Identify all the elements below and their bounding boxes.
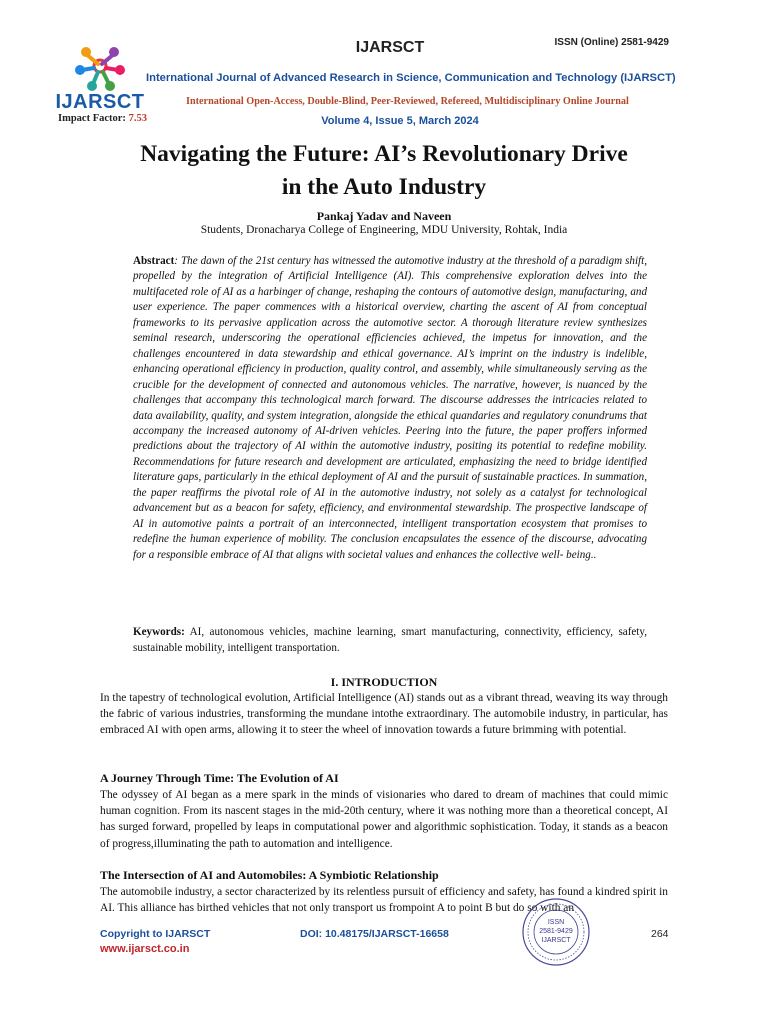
paper-title (80, 138, 688, 204)
evolution-paragraph: The odyssey of AI began as a mere spark in the minds of visionaries who dared to dream of machines that could mimic human cognition. From its nascent stages in the mid-20th century, where it was nothing more than a theoretical concept, AI has surged forward, propelled by leaps in computational power and algorithmic sophistication. Today, it stands as a beacon of progress,illuminating the path to automation and intelligence. (100, 789, 668, 850)
stamp-text-number: 2581-9429 (539, 928, 573, 935)
keywords-text: AI, autonomous vehicles, machine learning, smart manufacturing, connectivity, efficiency, safety, sustainable mobility, intelligent transportation. (133, 626, 647, 654)
journal-full-name: International Journal of Advanced Research in Science, Communication and Technology (IJARSCT) (146, 72, 676, 84)
footer-doi: DOI: 10.48175/IJARSCT-16658 (300, 928, 449, 940)
logo-text: IJARSCT (55, 91, 145, 113)
logo-icon (54, 40, 146, 96)
volume-issue: Volume 4, Issue 5, March 2024 (321, 115, 479, 127)
paper-title-line-2: in the Auto Industry (281, 174, 487, 200)
abstract-label: Abstract (133, 255, 175, 267)
intersection-paragraph: The automobile industry, a sector characterized by its relentless pursuit of efficiency and safety, has found a kindred spirit in AI. This alliance has birthed vehicles that not only transport us frompoint A to point B but do so with an (100, 886, 668, 915)
journal-subtitle: International Open-Access, Double-Blind, Peer-Reviewed, Refereed, Multidisciplinary Online Journal (186, 96, 629, 107)
journal-abbreviation: IJARSCT (355, 39, 425, 56)
intro-paragraph: In the tapestry of technological evolution, Artificial Intelligence (AI) stands out as a vibrant thread, weaving its way through the fabric of various industries, transforming the mundane intothe extraordinary. The automobile industry, in particular, has embraced AI with open arms, allowing it to steer the wheel of innovation towards a future brimming with potential. (100, 692, 668, 737)
subsection-heading-intersection: The Intersection of AI and Automobiles: A Symbiotic Relationship (100, 868, 439, 882)
abstract (133, 254, 647, 563)
keywords-label: Keywords: (133, 626, 185, 638)
issn-online: ISSN (Online) 2581-9429 (554, 37, 669, 48)
keywords (133, 624, 647, 656)
paper-title-line-1: Navigating the Future: AI’s Revolutionary Drive (140, 141, 628, 167)
stamp-text-issn: ISSN (547, 919, 565, 926)
stamp-text-journal: IJARSCT (541, 937, 571, 944)
page-number: 264 (651, 928, 669, 940)
footer-website-link[interactable]: www.ijarsct.co.in (100, 943, 190, 955)
abstract-text: : The dawn of the 21st century has witnessed the automotive industry at the threshold of a paradigm shift, propelled by the integration of Artificial Intelligence (AI). This comprehensive exploration delves into the multifaceted role of AI as a harbinger of change, reshaping the contours of automotive design, manufacturing, and user experience. The paper commences with a historical overview, charting the ascent of AI from conceptual frameworks to its pervasive application across the automotive sector. A thorough literature review synthesizes seminal research, underscoring the operational efficiencies achieved, the impetus for innovation, and the challenges encountered in data stewardship and ethical governance. AI’s imprint on the industry is indelible, enhancing operational efficiency in production, quality control, and assembly, while simultaneously serving as the crucible for the development of connected and autonomous vehicles. The narrative, however, is nuanced by the challenges that accompany this technological march forward. The discourse addresses the intricacies related to data availability, quality, and system integration, alongside the ethical quandaries and regulatory conundrums that accompany the increased autonomy of AI-driven vehicles. Peering into the future, the paper proffers informed predictions about the trajectory of AI within the automotive industry, positing its potential to redefine mobility. Recommendations for future research and development are articulated, emphasizing the need to bridge identified literature gaps, particularly in the ethical deployment of AI and the pursuit of sustainable practices. In summation, the paper reaffirms the pivotal role of AI in the automotive industry, not solely as a catalyst for technological advancement but as a beacon for safety, efficiency, and environmental stewardship. The prospective landscape of AI in automotive paints a portrait of an interconnected, intelligent transportation ecosystem that promises to redefine the human experience of mobility. The conclusion encapsulates the essence of the discourse, advocating for a responsible embrace of AI that aligns with societal values and enhances the collective well- being.. (133, 255, 647, 561)
impact-factor (58, 113, 147, 124)
issn-stamp (520, 896, 592, 968)
impact-factor-value: 7.53 (128, 113, 147, 124)
subsection-heading-evolution: A Journey Through Time: The Evolution of AI (100, 771, 339, 785)
paper-authors: Pankaj Yadav and Naveen (316, 209, 452, 223)
impact-factor-label: Impact Factor: (58, 113, 126, 124)
author-affiliation: Students, Dronacharya College of Engineering, MDU University, Rohtak, India (200, 224, 568, 236)
footer-copyright: Copyright to IJARSCT (100, 928, 211, 940)
section-heading-introduction: I. INTRODUCTION (330, 675, 438, 689)
